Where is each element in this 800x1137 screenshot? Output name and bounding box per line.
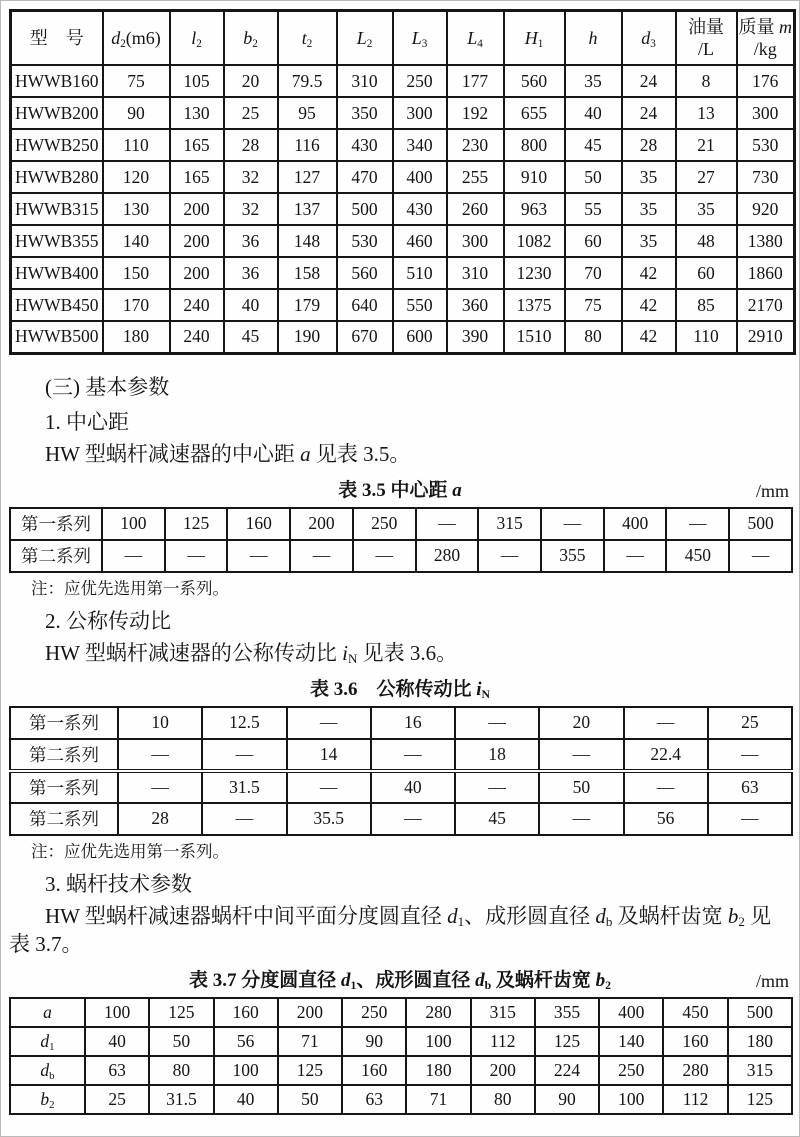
table-cell: —: [478, 540, 541, 572]
table-cell: —: [539, 803, 623, 835]
column-header: $d_2(m6)$: [103, 11, 170, 66]
table-cell: 360: [447, 289, 504, 321]
table-cell: —: [290, 540, 353, 572]
table-cell: 90: [342, 1027, 406, 1056]
table-cell: —: [604, 540, 667, 572]
table-row: [11, 225, 795, 257]
table-cell: 140: [599, 1027, 663, 1056]
table-cell: 450: [663, 998, 727, 1027]
table-cell: 260: [447, 193, 504, 225]
table-cell: 50: [565, 161, 622, 193]
table-cell: 42: [622, 321, 676, 353]
table-3-7-unit: /mm: [755, 970, 789, 991]
column-header: $d_3$: [622, 11, 676, 66]
table-cell: 50: [539, 771, 623, 803]
item-3-heading: 3. 蜗杆技术参数: [45, 871, 192, 896]
table-row: [11, 65, 795, 97]
table-cell: 18: [455, 739, 539, 771]
row-label: HWWB355: [11, 225, 103, 257]
table-cell: 530: [737, 129, 795, 161]
table-cell: 60: [565, 225, 622, 257]
table-cell: 40: [85, 1027, 149, 1056]
table-cell: —: [624, 771, 708, 803]
table-row: [10, 803, 792, 835]
table-cell: 63: [342, 1085, 406, 1114]
table-cell: 250: [353, 508, 416, 540]
table-cell: 430: [393, 193, 447, 225]
table-cell: 1860: [737, 257, 795, 289]
row-label: HWWB315: [11, 193, 103, 225]
table-cell: 800: [504, 129, 565, 161]
table-cell: 120: [103, 161, 170, 193]
table-cell: —: [202, 803, 286, 835]
table-cell: 110: [103, 129, 170, 161]
table-3-7-caption: [9, 968, 791, 994]
table-cell: 177: [447, 65, 504, 97]
table-cell: 112: [663, 1085, 727, 1114]
table-cell: 56: [624, 803, 708, 835]
table-cell: 310: [337, 65, 393, 97]
table-cell: 21: [676, 129, 737, 161]
table-cell: 160: [227, 508, 290, 540]
table-cell: 1082: [504, 225, 565, 257]
table-cell: 224: [535, 1056, 599, 1085]
row-label: HWWB400: [11, 257, 103, 289]
table-cell: 40: [214, 1085, 278, 1114]
table-cell: 192: [447, 97, 504, 129]
table-cell: 910: [504, 161, 565, 193]
table-cell: 110: [676, 321, 737, 353]
row-label: 第一系列: [10, 707, 118, 739]
table-cell: 13: [676, 97, 737, 129]
table-cell: —: [287, 771, 371, 803]
table-cell: 355: [541, 540, 604, 572]
table-cell: 300: [737, 97, 795, 129]
dimension-table: [9, 9, 796, 355]
table-row: [11, 129, 795, 161]
item-1-heading: 1. 中心距: [45, 409, 129, 434]
table-cell: 180: [728, 1027, 792, 1056]
table-cell: 460: [393, 225, 447, 257]
table-cell: 35: [622, 225, 676, 257]
table-cell: —: [708, 739, 792, 771]
table-cell: 27: [676, 161, 737, 193]
table-3-5: [9, 507, 793, 573]
table-cell: 100: [102, 508, 165, 540]
table-row: [11, 161, 795, 193]
table-cell: 300: [393, 97, 447, 129]
table-cell: 400: [604, 508, 667, 540]
table-row: [11, 257, 795, 289]
row-label: HWWB160: [11, 65, 103, 97]
table-cell: —: [541, 508, 604, 540]
table-cell: 50: [149, 1027, 213, 1056]
table-cell: 45: [224, 321, 278, 353]
table-cell: 240: [170, 289, 224, 321]
table-cell: 31.5: [149, 1085, 213, 1114]
table-cell: 160: [342, 1056, 406, 1085]
table-cell: —: [371, 803, 455, 835]
table-cell: 165: [170, 129, 224, 161]
table-3-7-title: 表 3.7 分度圆直径 $d_1$、成形圆直径 $d_b$ 及蜗杆齿宽 $b_2$: [188, 969, 612, 992]
table-cell: 430: [337, 129, 393, 161]
table-cell: 20: [539, 707, 623, 739]
table-cell: 1375: [504, 289, 565, 321]
table-cell: 56: [214, 1027, 278, 1056]
table-cell: 80: [149, 1056, 213, 1085]
table-cell: 125: [165, 508, 228, 540]
table-cell: 655: [504, 97, 565, 129]
table-cell: 500: [729, 508, 792, 540]
row-label: 第一系列: [10, 771, 118, 803]
table-cell: 55: [565, 193, 622, 225]
table-row: [10, 1085, 792, 1114]
table-cell: 116: [278, 129, 337, 161]
table-cell: 95: [278, 97, 337, 129]
table-cell: 130: [170, 97, 224, 129]
table-cell: 500: [728, 998, 792, 1027]
table-cell: 350: [337, 97, 393, 129]
column-header: $L_3$: [393, 11, 447, 66]
table-cell: 640: [337, 289, 393, 321]
table-row: [10, 1027, 792, 1056]
table-cell: 148: [278, 225, 337, 257]
table-cell: 180: [406, 1056, 470, 1085]
table-cell: 25: [85, 1085, 149, 1114]
column-header: $t_2$: [278, 11, 337, 66]
table-cell: 130: [103, 193, 170, 225]
table-3-5-note: 注：应优先选用第一系列。: [31, 578, 229, 598]
table-cell: 63: [708, 771, 792, 803]
column-header: h: [565, 11, 622, 66]
row-label: 第一系列: [10, 508, 102, 540]
row-label: HWWB280: [11, 161, 103, 193]
table-cell: 90: [103, 97, 170, 129]
table-row: [10, 707, 792, 739]
table-cell: 35: [622, 161, 676, 193]
item-2-heading: 2. 公称传动比: [45, 608, 171, 633]
table-cell: 230: [447, 129, 504, 161]
table-cell: 160: [663, 1027, 727, 1056]
row-label: HWWB500: [11, 321, 103, 353]
table-cell: 125: [278, 1056, 342, 1085]
table-cell: 2910: [737, 321, 795, 353]
table-cell: 200: [170, 225, 224, 257]
table-cell: 45: [455, 803, 539, 835]
table-cell: 530: [337, 225, 393, 257]
table-cell: 42: [622, 289, 676, 321]
table-cell: 1510: [504, 321, 565, 353]
table-cell: 1380: [737, 225, 795, 257]
table-cell: 315: [728, 1056, 792, 1085]
table-cell: 45: [565, 129, 622, 161]
table-cell: 32: [224, 161, 278, 193]
table-3-6-title: 表 3.6 公称传动比 $i_N$: [309, 678, 491, 701]
column-header: 质量 m /kg: [737, 11, 795, 66]
table-cell: 75: [103, 65, 170, 97]
table-cell: 158: [278, 257, 337, 289]
table-cell: 190: [278, 321, 337, 353]
table-cell: 450: [666, 540, 729, 572]
table-cell: 125: [149, 998, 213, 1027]
table-cell: 50: [278, 1085, 342, 1114]
table-cell: 200: [290, 508, 353, 540]
column-header: $b_2$: [224, 11, 278, 66]
table-cell: 75: [565, 289, 622, 321]
table-cell: 31.5: [202, 771, 286, 803]
item-3-sentence: HW 型蜗杆减速器蜗杆中间平面分度圆直径 $d_1$、成形圆直径 $d_b$ 及蜗杆齿宽 $b_2$ 见表 3.7。: [9, 903, 772, 956]
table-cell: 16: [371, 707, 455, 739]
table-cell: 963: [504, 193, 565, 225]
table-row: [10, 739, 792, 771]
table-cell: 137: [278, 193, 337, 225]
row-label: $b_2$: [10, 1085, 85, 1114]
table-cell: 100: [406, 1027, 470, 1056]
table-cell: 10: [118, 707, 202, 739]
table-cell: —: [287, 707, 371, 739]
row-label: 第二系列: [10, 803, 118, 835]
table-cell: 400: [599, 998, 663, 1027]
table-cell: —: [202, 739, 286, 771]
table-cell: 500: [337, 193, 393, 225]
table-cell: 24: [622, 65, 676, 97]
column-header: $L_2$: [337, 11, 393, 66]
table-cell: 180: [103, 321, 170, 353]
table-cell: —: [624, 707, 708, 739]
table-cell: 200: [471, 1056, 535, 1085]
table-cell: 48: [676, 225, 737, 257]
table-cell: 105: [170, 65, 224, 97]
table-cell: 920: [737, 193, 795, 225]
table-cell: 280: [663, 1056, 727, 1085]
table-cell: 100: [85, 998, 149, 1027]
table-cell: 280: [406, 998, 470, 1027]
table-cell: 22.4: [624, 739, 708, 771]
row-label: 第二系列: [10, 540, 102, 572]
table-3-6-note: 注：应优先选用第一系列。: [31, 841, 229, 861]
table-cell: —: [455, 707, 539, 739]
table-row: [11, 321, 795, 353]
table-row: [10, 1056, 792, 1085]
table-cell: 40: [371, 771, 455, 803]
table-3-5-unit: /mm: [755, 480, 789, 501]
table-cell: —: [539, 739, 623, 771]
table-cell: 355: [535, 998, 599, 1027]
table-3-5-caption: [9, 478, 791, 504]
row-label: HWWB250: [11, 129, 103, 161]
table-cell: 24: [622, 97, 676, 129]
table-cell: 250: [599, 1056, 663, 1085]
column-header: $L_4$: [447, 11, 504, 66]
row-label: $d_b$: [10, 1056, 85, 1085]
table-cell: 35: [676, 193, 737, 225]
table-row: [11, 193, 795, 225]
row-label: HWWB450: [11, 289, 103, 321]
table-cell: 100: [214, 1056, 278, 1085]
table-cell: 14: [287, 739, 371, 771]
table-cell: 560: [337, 257, 393, 289]
table-cell: 400: [393, 161, 447, 193]
table-cell: 71: [278, 1027, 342, 1056]
table-cell: 80: [565, 321, 622, 353]
table-cell: —: [416, 508, 479, 540]
table-cell: 340: [393, 129, 447, 161]
table-cell: 2170: [737, 289, 795, 321]
table-3-7: [9, 997, 793, 1115]
table-cell: 310: [447, 257, 504, 289]
table-cell: 28: [224, 129, 278, 161]
table-cell: 127: [278, 161, 337, 193]
row-label: 第二系列: [10, 739, 118, 771]
table-cell: —: [371, 739, 455, 771]
table-cell: —: [102, 540, 165, 572]
table-cell: 28: [622, 129, 676, 161]
section-heading: (三) 基本参数: [45, 374, 170, 399]
table-cell: 315: [471, 998, 535, 1027]
table-cell: 35: [565, 65, 622, 97]
table-cell: 315: [478, 508, 541, 540]
table-cell: 200: [170, 193, 224, 225]
table-cell: 470: [337, 161, 393, 193]
table-cell: 670: [337, 321, 393, 353]
item-1-sentence: HW 型蜗杆减速器的中心距 a 见表 3.5。: [45, 441, 411, 466]
table-cell: 36: [224, 225, 278, 257]
table-cell: 1230: [504, 257, 565, 289]
table-cell: 71: [406, 1085, 470, 1114]
row-label: $d_1$: [10, 1027, 85, 1056]
table-cell: 25: [224, 97, 278, 129]
table-row: [10, 508, 792, 540]
table-cell: 176: [737, 65, 795, 97]
table-cell: 510: [393, 257, 447, 289]
row-label: HWWB200: [11, 97, 103, 129]
table-cell: 150: [103, 257, 170, 289]
table-cell: 20: [224, 65, 278, 97]
table-cell: 600: [393, 321, 447, 353]
column-header: 型 号: [11, 11, 103, 66]
table-cell: 250: [393, 65, 447, 97]
table-cell: 125: [535, 1027, 599, 1056]
table-cell: 112: [471, 1027, 535, 1056]
table-cell: —: [118, 771, 202, 803]
table-cell: 28: [118, 803, 202, 835]
table-cell: 36: [224, 257, 278, 289]
table-cell: 42: [622, 257, 676, 289]
table-cell: 80: [471, 1085, 535, 1114]
table-cell: 250: [342, 998, 406, 1027]
table-cell: —: [353, 540, 416, 572]
table-row: [10, 998, 792, 1027]
table-cell: 125: [728, 1085, 792, 1114]
column-header: 油量 /L: [676, 11, 737, 66]
table-row: [10, 540, 792, 572]
table-3-6-caption: [9, 677, 791, 703]
table-cell: 179: [278, 289, 337, 321]
column-header: $l_2$: [170, 11, 224, 66]
table-cell: 35.5: [287, 803, 371, 835]
table-row: [11, 289, 795, 321]
table-cell: 240: [170, 321, 224, 353]
table-3-5-title: 表 3.5 中心距 a: [338, 479, 462, 501]
item-2-sentence: HW 型蜗杆减速器的公称传动比 $i_N$ 见表 3.6。: [45, 640, 458, 667]
table-cell: 32: [224, 193, 278, 225]
table-cell: 12.5: [202, 707, 286, 739]
table-cell: 60: [676, 257, 737, 289]
table-cell: 550: [393, 289, 447, 321]
table-cell: 40: [224, 289, 278, 321]
table-cell: 255: [447, 161, 504, 193]
column-header: $H_1$: [504, 11, 565, 66]
table-cell: 160: [214, 998, 278, 1027]
table-cell: 100: [599, 1085, 663, 1114]
table-cell: 90: [535, 1085, 599, 1114]
table-cell: 8: [676, 65, 737, 97]
table-cell: 300: [447, 225, 504, 257]
table-cell: 40: [565, 97, 622, 129]
table-row: [10, 771, 792, 803]
table-cell: 63: [85, 1056, 149, 1085]
header-row: [11, 11, 795, 66]
table-cell: 140: [103, 225, 170, 257]
table-cell: 70: [565, 257, 622, 289]
table-cell: —: [165, 540, 228, 572]
table-cell: —: [666, 508, 729, 540]
row-label: a: [10, 998, 85, 1027]
table-cell: 390: [447, 321, 504, 353]
table-cell: —: [227, 540, 290, 572]
table-cell: —: [118, 739, 202, 771]
table-cell: 35: [622, 193, 676, 225]
table-cell: 79.5: [278, 65, 337, 97]
table-cell: —: [708, 803, 792, 835]
table-cell: 280: [416, 540, 479, 572]
table-cell: 200: [278, 998, 342, 1027]
table-cell: —: [455, 771, 539, 803]
table-cell: 165: [170, 161, 224, 193]
table-cell: 85: [676, 289, 737, 321]
table-row: [11, 97, 795, 129]
table-cell: 730: [737, 161, 795, 193]
table-cell: —: [729, 540, 792, 572]
table-cell: 560: [504, 65, 565, 97]
table-3-6: [9, 706, 793, 836]
table-cell: 200: [170, 257, 224, 289]
table-cell: 25: [708, 707, 792, 739]
table-cell: 170: [103, 289, 170, 321]
